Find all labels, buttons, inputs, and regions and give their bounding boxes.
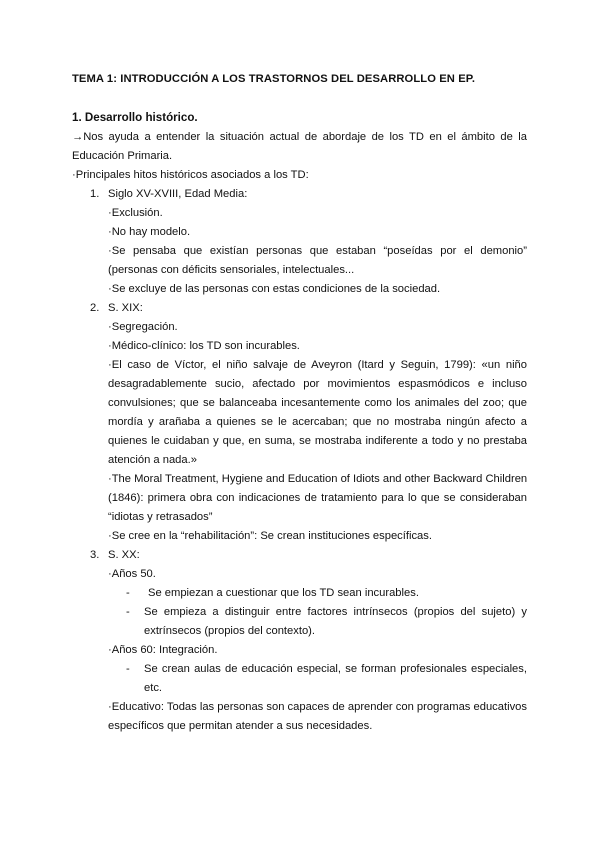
item1-number: 1. (90, 188, 100, 200)
item3-bullet-2-dash-1-line1: Se crean aulas de educación especial, se forman profesionales especiales, (144, 663, 527, 675)
item2-bullet-2: ·Médico-clínico: los TD son incurables. (108, 340, 300, 352)
item1-title: Siglo XV-XVIII, Edad Media: (108, 188, 248, 200)
item1-bullet-2: ·No hay modelo. (108, 226, 191, 238)
item2-bullet-3-line4: mordía y arañaba a quienes se le acercaban; que no mostraba ningún afecto a (108, 416, 527, 428)
intro-line-1: →Nos ayuda a entender la situación actual de abordaje de los TD en el ámbito de la (72, 131, 527, 143)
item2-bullet-5: ·Se cree en la “rehabilitación”: Se crean instituciones específicas. (108, 530, 432, 542)
item2-bullet-3-line2: desagradablemente sucio, afectado por movimientos espasmódicos e incluso (108, 378, 527, 390)
item3-bullet-2: ·Años 60: Integración. (108, 644, 218, 656)
item2-bullet-4-line3: “idiotas y retrasados” (108, 511, 213, 523)
item2-number: 2. (90, 302, 100, 314)
section-heading: 1. Desarrollo histórico. (72, 111, 198, 124)
item3-bullet-3-line2: específicos que permitan atender a sus necesidades. (108, 720, 373, 732)
item2-bullet-1: ·Segregación. (108, 321, 178, 333)
item1-bullet-3-line1: ·Se pensaba que existían personas que estaban “poseídas por el demonio” (108, 245, 527, 257)
item2-bullet-3-line3: convulsiones; que se balanceaba incesantemente como los animales del zoo; que (108, 397, 527, 409)
item3-bullet-1: ·Años 50. (108, 568, 156, 580)
dash-marker: - (126, 663, 130, 675)
item1-bullet-3-line2: (personas con déficits sensoriales, intelectuales... (108, 264, 355, 276)
hitos-label: ·Principales hitos históricos asociados a los TD: (72, 169, 309, 181)
document-title: TEMA 1: INTRODUCCIÓN A LOS TRASTORNOS DEL DESARROLLO EN EP. (72, 73, 476, 85)
item3-bullet-2-dash-1-line2: etc. (144, 682, 163, 694)
item3-bullet-1-dash-1: Se empiezan a cuestionar que los TD sean incurables. (148, 587, 419, 599)
item1-bullet-1: ·Exclusión. (108, 207, 163, 219)
item3-bullet-1-dash-2-line1: Se empieza a distinguir entre factores intrínsecos (propios del sujeto) y (144, 606, 527, 618)
item3-bullet-3-line1: ·Educativo: Todas las personas son capaces de aprender con programas educativos (108, 701, 527, 713)
item2-bullet-4-line1: ·The Moral Treatment, Hygiene and Education of Idiots and other Backward Children (108, 473, 528, 485)
item2-title: S. XIX: (108, 302, 143, 314)
item2-bullet-3-line5: quienes le cuidaban y que, en suma, se mostraba indiferente a todo y no prestaba (108, 435, 527, 447)
item1-bullet-4: ·Se excluye de las personas con estas condiciones de la sociedad. (108, 283, 441, 295)
dash-marker: - (126, 606, 130, 618)
dash-marker: - (126, 587, 130, 599)
item3-bullet-1-dash-2-line2: extrínsecos (propios del contexto). (144, 625, 316, 637)
item3-number: 3. (90, 549, 100, 561)
item3-title: S. XX: (108, 549, 140, 561)
intro-line-2: Educación Primaria. (72, 150, 173, 162)
item2-bullet-4-line2: (1846): primera obra con indicaciones de tratamiento para lo que se consideraban (108, 492, 527, 504)
item2-bullet-3-line1: ·El caso de Víctor, el niño salvaje de Aveyron (Itard y Seguin, 1799): «un niño (108, 359, 527, 371)
item2-bullet-3-line6: atención a nada.» (108, 454, 197, 466)
